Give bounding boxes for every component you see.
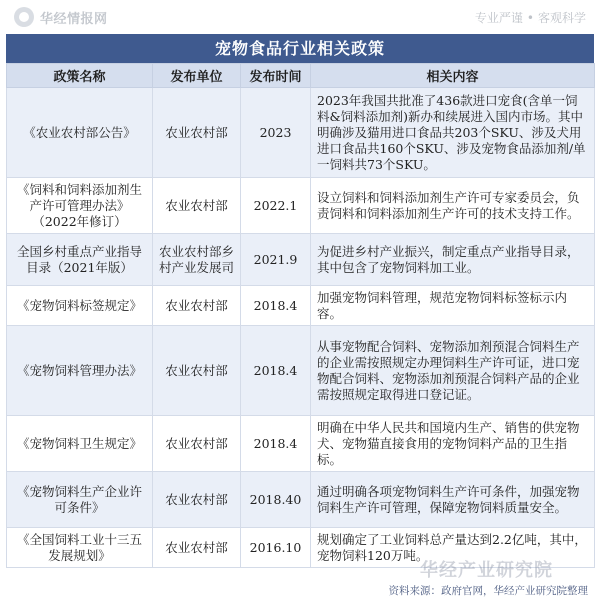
slogan-separator: •	[526, 11, 534, 25]
policy-unit: 农业农村部	[153, 416, 241, 472]
policy-date: 2018.40	[241, 472, 311, 528]
policy-unit: 农业农村部	[153, 326, 241, 416]
table-header-row	[7, 64, 595, 88]
column-header-unit: 发布单位	[153, 64, 241, 88]
policy-date: 2018.4	[241, 326, 311, 416]
policy-unit: 农业农村部	[153, 472, 241, 528]
policy-unit: 农业农村部	[153, 528, 241, 568]
policy-date: 2023	[241, 88, 311, 178]
column-header-content: 相关内容	[311, 64, 595, 88]
policy-date: 2022.1	[241, 178, 311, 234]
policy-content: 规划确定了工业饲料总产量达到2.2亿吨，其中，宠物饲料120万吨。	[311, 528, 595, 568]
policy-content: 加强宠物饲料管理，规范宠物饲料标签标示内容。	[311, 286, 595, 326]
watermark: 华经产业研究院	[420, 560, 553, 581]
policy-name: 《宠物饲料卫生规定》	[7, 416, 153, 472]
policy-name: 《饲料和饲料添加剂生产许可管理办法》（2022年修订）	[7, 178, 153, 234]
policy-date: 2021.9	[241, 234, 311, 286]
table-title: 宠物食品行业相关政策	[6, 34, 594, 63]
policy-content: 2023年我国共批准了436款进口宠食(含单一饲料&饲料添加剂)新办和续展进入国内市场。其中明确涉及猫用进口食品共203个SKU、涉及犬用进口食品共160个SKU、涉及宠物食品添加剂/单一饲料共73个SKU。	[311, 88, 595, 178]
table-row	[7, 472, 595, 528]
slogan-left: 专业严谨	[474, 11, 523, 25]
table-row	[7, 416, 595, 472]
policy-content: 通过明确各项宠物饲料生产许可条件，加强宠物饲料生产许可管理，保障宠物饲料质量安全。	[311, 472, 595, 528]
table-row	[7, 234, 595, 286]
slogan-right: 客观科学	[537, 11, 586, 25]
table-row	[7, 286, 595, 326]
policy-name: 《农业农村部公告》	[7, 88, 153, 178]
column-header-date: 发布时间	[241, 64, 311, 88]
brand-name: 华经情报网	[40, 11, 108, 27]
top-bar	[0, 0, 600, 32]
policy-name: 《宠物饲料生产企业许可条件》	[7, 472, 153, 528]
brand	[14, 7, 108, 27]
slogan	[475, 9, 586, 26]
policy-name: 全国乡村重点产业指导目录（2021年版）	[7, 234, 153, 286]
policy-content: 明确在中华人民共和国境内生产、销售的供宠物犬、宠物猫直接食用的宠物饲料产品的卫生指标。	[311, 416, 595, 472]
policy-content: 设立饲料和饲料添加剂生产许可专家委员会，负责饲料和饲料添加剂生产许可的技术支持工作。	[311, 178, 595, 234]
policy-unit: 农业农村部	[153, 88, 241, 178]
policy-table	[6, 63, 595, 568]
policy-content: 为促进乡村产业振兴，制定重点产业指导目录，其中包含了宠物饲料加工业。	[311, 234, 595, 286]
policy-date: 2018.4	[241, 416, 311, 472]
policy-name: 《宠物饲料标签规定》	[7, 286, 153, 326]
table-row	[7, 88, 595, 178]
source-note: 资料来源：政府官网，华经产业研究院整理	[388, 585, 588, 597]
policy-unit: 农业农村部	[153, 178, 241, 234]
policy-name: 《宠物饲料管理办法》	[7, 326, 153, 416]
policy-name: 《全国饲料工业十三五发展规划》	[7, 528, 153, 568]
policy-unit: 农业农村部乡村产业发展司	[153, 234, 241, 286]
column-header-name: 政策名称	[7, 64, 153, 88]
brand-logo-icon	[14, 7, 34, 27]
table-row	[7, 528, 595, 568]
table-row	[7, 326, 595, 416]
table-row	[7, 178, 595, 234]
policy-unit: 农业农村部	[153, 286, 241, 326]
policy-date: 2018.4	[241, 286, 311, 326]
policy-content: 从事宠物配合饲料、宠物添加剂预混合饲料生产的企业需按照规定办理饲料生产许可证，进口宠物配合饲料、宠物添加剂预混合饲料产品的企业需按照规定取得进口登记证。	[311, 326, 595, 416]
policy-date: 2016.10	[241, 528, 311, 568]
